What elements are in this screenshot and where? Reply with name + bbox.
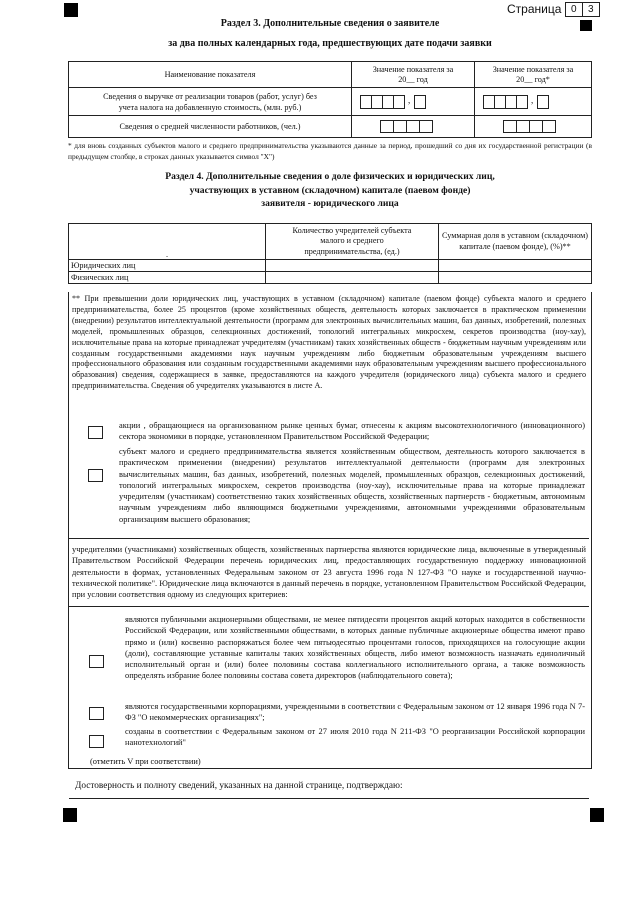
registration-mark-bottom-left [63, 808, 77, 822]
legal-entities-count-input[interactable] [266, 260, 439, 272]
checkbox-hightech-shares[interactable] [88, 426, 103, 439]
col-header-share [439, 224, 592, 260]
checkbox-nanotech-corporation[interactable] [89, 735, 104, 748]
decimal-comma: , [531, 95, 534, 106]
revenue-year2-input[interactable] [475, 88, 592, 116]
checkbox-state-corporation[interactable] [89, 707, 104, 720]
page-label: Страница [507, 2, 562, 16]
registration-mark-bottom-right [590, 808, 604, 822]
row-revenue-l1: Сведения о выручке от реализации товаров (работ, услуг) без [103, 91, 317, 101]
section4-title-line1: Раздел 4. Дополнительные сведения о доле физических и юридических лиц, [165, 171, 495, 182]
mark-instruction: (отметить V при соответствии) [90, 757, 201, 766]
section3-title-line2: за два полных календарных года, предшествующих дате подачи заявки [168, 38, 492, 49]
section4-table [68, 223, 592, 284]
section4-title [70, 170, 590, 211]
check1-text: акции , обращающиеся на организованном рынке ценных бумаг, отнесены к акциям высокотехнологичного (инновационного) сектора экономики в порядке, установленном Правительством Российской Федерации; [119, 421, 585, 442]
col-header-value2-l2: 20__ год* [516, 74, 550, 84]
col-header-value2-l1: Значение показателя за [492, 64, 574, 74]
col-header-value1-l2: 20__ год [398, 74, 428, 84]
page-number [507, 2, 600, 17]
section4-title-line2: участвующих в уставном (складочном) капитале (паевом фонде) [189, 184, 471, 196]
col-share-l1: Суммарная доля в уставном (складочном) [442, 231, 588, 240]
col-header-value1-l1: Значение показателя за [372, 64, 454, 74]
header-dot: . [165, 250, 169, 259]
checkbox-intellectual-activity[interactable] [88, 469, 103, 482]
col-qty-l3: предпринимательства, (ед.) [304, 246, 400, 256]
check4-text: являются государственными корпорациями, учрежденными в соответствии с Федеральным законом от 12 января 1996 года N 7-ФЗ "О некоммерческих организациях"; [125, 702, 585, 723]
row-employees-label: Сведения о средней численности работников, (чел.) [69, 116, 352, 138]
decimal-comma: , [408, 95, 411, 106]
individuals-count-input[interactable] [266, 272, 439, 284]
employees-year1-input[interactable] [352, 116, 475, 138]
col-share-l2: капитале (паевом фонде), (%)** [459, 241, 571, 251]
founders-paragraph: учредителями (участниками) хозяйственных обществ, хозяйственных партнерства являются юридические лица, включенные в утвержденный Правительством Российской Федерации перечень юридических лиц, предоставляющих государственную поддержку инновационной деятельности в формах, установленных Федеральным законом от 23 августа 1996 года N 127-ФЗ "О науке и государственной научно-технической политике". Юридические лица включаются в данный перечень в порядке, установленном Правительством Российской Федерации, при условии соответствия одному из следующих критериев: [72, 545, 586, 600]
col-qty-l1: Количество учредителей субъекта [292, 225, 412, 235]
confirmation-text: Достоверность и полноту сведений, указанных на данной странице, подтверждаю: [75, 781, 403, 791]
section3-title [70, 17, 590, 50]
row-legal-entities-label: Юридических лиц [69, 260, 266, 272]
separator-2 [69, 606, 589, 607]
check5-text: созданы в соответствии с Федеральным законом от 27 июля 2010 года N 211-ФЗ "О реорганизации Российской корпорации нанотехнологий" [125, 727, 585, 748]
checkbox-public-joint-stock[interactable] [89, 655, 104, 668]
col-header-value1 [352, 62, 475, 88]
separator-1 [69, 538, 589, 539]
row-individuals-label: Физических лиц [69, 272, 266, 284]
revenue-year1-input[interactable] [352, 88, 475, 116]
page-digit-1: 0 [565, 2, 583, 17]
employees-year2-input[interactable] [475, 116, 592, 138]
page-digit-2: 3 [582, 2, 600, 17]
col-header-value2 [475, 62, 592, 88]
section4-empty-header [69, 224, 266, 260]
legal-entities-share-input[interactable] [439, 260, 592, 272]
section3-table [68, 61, 592, 138]
col-qty-l2: малого и среднего [320, 236, 384, 246]
row-revenue-l2: учета налога на добавленную стоимость, (млн. руб.) [118, 102, 302, 112]
registration-mark-top-left [64, 3, 78, 17]
check2-text: субъект малого и среднего предпринимательства является хозяйственным обществом, деятельность которого заключается в практическом применении (внедрении) результатов интеллектуальной деятельности (программ для электронных вычислительных машин, баз данных, изобретений, полезных моделей, промышленных образцов, селекционных достижений, топологий интегральных микросхем, секретов производства (ноу-хау), исключительные права на которые принадлежат учредителям (участникам) соответственно таких хозяйственных обществ, хозяйственных партнерств - бюджетным, автономным научным учреждениям либо являющимся бюджетными учреждениями, автономными учреждениями образовательным организациям высшего образования; [119, 447, 585, 524]
section4-title-line3: заявителя - юридического лица [261, 198, 399, 209]
section3-footnote: * для вновь созданных субъектов малого и среднего предпринимательства указываются данные за период, прошедший со дня их государственной регистрации (в предыдущем столбце, в строках данных указывается символ "X") [68, 141, 592, 161]
section3-title-line1: Раздел 3. Дополнительные сведения о заявителе [220, 18, 440, 29]
check3-text: являются публичными акционерными обществами, не менее пятидесяти процентов акций которых находится в собственности Российской Федерации, или хозяйственными обществами, в которых данные публичные акционерные общества имеют право прямо и (или) косвенно распоряжаться более чем пятьюдесятью процентами голосов, приходящихся на голосующие акции (доли), составляющие уставные капиталы таких хозяйственных обществ, либо имеют возможность назначать единоличный исполнительный орган и (или) более половины состава коллегиального исполнительного органа, а также возможность определять избрание более половины состава совета директоров (наблюдательного совета); [125, 615, 585, 681]
individuals-share-input[interactable] [439, 272, 592, 284]
signature-line [69, 798, 589, 799]
col-header-founders-count [266, 224, 439, 260]
col-header-name: Наименование показателя [69, 62, 352, 88]
section4-footnote: ** При превышении доли юридических лиц, участвующих в уставном (складочном) капитале (паевом фонде) субъекта малого и среднего предпринимательства, более 25 процентов (кроме хозяйственных обществ, деятельность которых заключается в практическом применении (внедрении) результатов интеллектуальной деятельности (программ для электронных вычислительных машин, баз данных, изобретений, полезных моделей, промышленных образцов, селекционных достижений, топологий интегральных микросхем, секретов производства (ноу-хау), исключительные права на которые принадлежат учредителям (участникам) таких хозяйственных обществ - бюджетным научным учреждениям или созданным государственными академиями наук научным учреждениям либо бюджетным образовательным учреждениям высшего профессионального образования или созданным государственными академиями наук образовательным учреждениям высшего профессионального образования) сведения, содержащиеся в заявке, предоставляются на каждого учредителя (юридического лица) субъекта малого и среднего предпринимательства. Сведения об учредителях указываются в листе А. [72, 294, 586, 391]
row-revenue-label [69, 88, 352, 116]
